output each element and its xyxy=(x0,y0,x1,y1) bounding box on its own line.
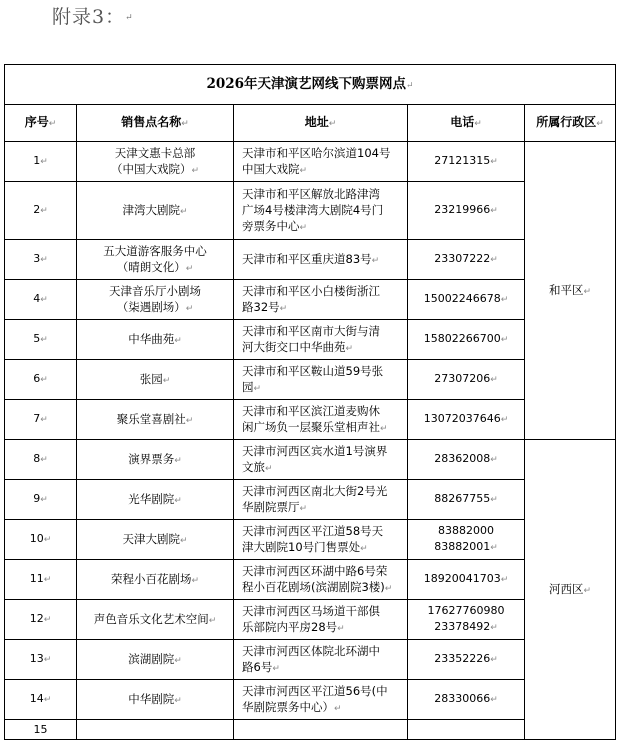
table-row xyxy=(5,520,616,560)
table-body xyxy=(5,142,616,740)
row-index: 15 xyxy=(5,720,77,740)
outlet-name: 天津大剧院↵ xyxy=(77,520,234,560)
header-phone: 电话↵ xyxy=(408,105,525,142)
outlet-address: 天津市河西区宾水道1号演界 文旅↵ xyxy=(234,440,408,480)
outlet-name: 中华曲苑↵ xyxy=(77,320,234,360)
table-row xyxy=(5,680,616,720)
table-row xyxy=(5,182,616,240)
outlet-phone: 13072037646↵ xyxy=(408,400,525,440)
outlet-address: 天津市河西区体院北环湖中 路6号↵ xyxy=(234,640,408,680)
outlet-phone: 23307222↵ xyxy=(408,240,525,280)
outlet-address: 天津市和平区滨江道麦购休 闲广场负一层聚乐堂相声社↵ xyxy=(234,400,408,440)
outlet-phone: 15802266700↵ xyxy=(408,320,525,360)
outlet-name: 聚乐堂喜剧社↵ xyxy=(77,400,234,440)
outlet-phone: 23219966↵ xyxy=(408,182,525,240)
outlet-address: 天津市河西区马场道干部俱 乐部院内平房28号↵ xyxy=(234,600,408,640)
row-index: 14↵ xyxy=(5,680,77,720)
row-index: 4↵ xyxy=(5,280,77,320)
header-name: 销售点名称↵ xyxy=(77,105,234,142)
table-row xyxy=(5,440,616,480)
outlet-phone: 15002246678↵ xyxy=(408,280,525,320)
district-cell: 河西区↵ xyxy=(525,440,616,740)
row-index: 5↵ xyxy=(5,320,77,360)
outlet-name: 滨湖剧院↵ xyxy=(77,640,234,680)
outlet-address: 天津市和平区鞍山道59号张 园↵ xyxy=(234,360,408,400)
header-address: 地址↵ xyxy=(234,105,408,142)
outlet-phone: 27121315↵ xyxy=(408,142,525,182)
outlet-phone: 28330066↵ xyxy=(408,680,525,720)
row-index: 9↵ xyxy=(5,480,77,520)
row-index: 12↵ xyxy=(5,600,77,640)
header-index: 序号↵ xyxy=(5,105,77,142)
outlet-address: 天津市和平区哈尔滨道104号 中国大戏院↵ xyxy=(234,142,408,182)
table-row xyxy=(5,400,616,440)
table-title: 2026年天津演艺网线下购票网点↵ xyxy=(5,65,616,105)
outlet-name: 天津音乐厅小剧场 （柒遇剧场）↵ xyxy=(77,280,234,320)
outlet-name: 天津文惠卡总部 （中国大戏院）↵ xyxy=(77,142,234,182)
outlet-address: 天津市和平区南市大街与清 河大街交口中华曲苑↵ xyxy=(234,320,408,360)
row-index: 7↵ xyxy=(5,400,77,440)
table-row xyxy=(5,360,616,400)
outlet-name: 张园↵ xyxy=(77,360,234,400)
row-index: 6↵ xyxy=(5,360,77,400)
row-index: 11↵ xyxy=(5,560,77,600)
row-index: 3↵ xyxy=(5,240,77,280)
table-row xyxy=(5,600,616,640)
outlet-address: 天津市河西区平江道58号天 津大剧院10号门售票处↵ xyxy=(234,520,408,560)
table-row xyxy=(5,560,616,600)
outlet-phone: 88267755↵ xyxy=(408,480,525,520)
outlet-phone xyxy=(408,720,525,740)
outlet-address: 天津市和平区小白楼街浙江 路32号↵ xyxy=(234,280,408,320)
appendix-label: 附录3：↵ xyxy=(52,6,134,28)
outlet-name: 五大道游客服务中心 （晴朗文化）↵ xyxy=(77,240,234,280)
outlet-name xyxy=(77,720,234,740)
outlet-phone: 17627760980 23378492↵ xyxy=(408,600,525,640)
row-index: 8↵ xyxy=(5,440,77,480)
outlet-name: 光华剧院↵ xyxy=(77,480,234,520)
outlet-name: 演界票务↵ xyxy=(77,440,234,480)
outlet-phone: 18920041703↵ xyxy=(408,560,525,600)
outlet-address: 天津市河西区平江道56号(中 华剧院票务中心）↵ xyxy=(234,680,408,720)
outlet-name: 津湾大剧院↵ xyxy=(77,182,234,240)
table-row xyxy=(5,240,616,280)
row-index: 10↵ xyxy=(5,520,77,560)
outlet-phone: 28362008↵ xyxy=(408,440,525,480)
outlet-phone: 23352226↵ xyxy=(408,640,525,680)
table-row xyxy=(5,640,616,680)
outlet-name: 中华剧院↵ xyxy=(77,680,234,720)
outlet-address: 天津市河西区环湖中路6号荣 程小百花剧场(滨湖剧院3楼)↵ xyxy=(234,560,408,600)
row-index: 13↵ xyxy=(5,640,77,680)
row-index: 2↵ xyxy=(5,182,77,240)
row-index: 1↵ xyxy=(5,142,77,182)
table-row xyxy=(5,480,616,520)
outlet-name: 声色音乐文化艺术空间↵ xyxy=(77,600,234,640)
outlet-phone: 83882000 83882001↵ xyxy=(408,520,525,560)
table-row xyxy=(5,280,616,320)
table-row xyxy=(5,142,616,182)
paragraph-mark: ↵ xyxy=(125,13,134,23)
outlet-phone: 27307206↵ xyxy=(408,360,525,400)
district-cell: 和平区↵ xyxy=(525,142,616,440)
outlet-address: 天津市河西区南北大街2号光 华剧院票厅↵ xyxy=(234,480,408,520)
ticket-outlet-table xyxy=(4,64,616,740)
outlet-name: 荣程小百花剧场↵ xyxy=(77,560,234,600)
table-row xyxy=(5,720,616,740)
outlet-address: 天津市和平区解放北路津湾 广场4号楼津湾大剧院4号门 旁票务中心↵ xyxy=(234,182,408,240)
table-row xyxy=(5,320,616,360)
outlet-address: 天津市和平区重庆道83号↵ xyxy=(234,240,408,280)
outlet-address xyxy=(234,720,408,740)
header-district: 所属行政区↵ xyxy=(525,105,616,142)
